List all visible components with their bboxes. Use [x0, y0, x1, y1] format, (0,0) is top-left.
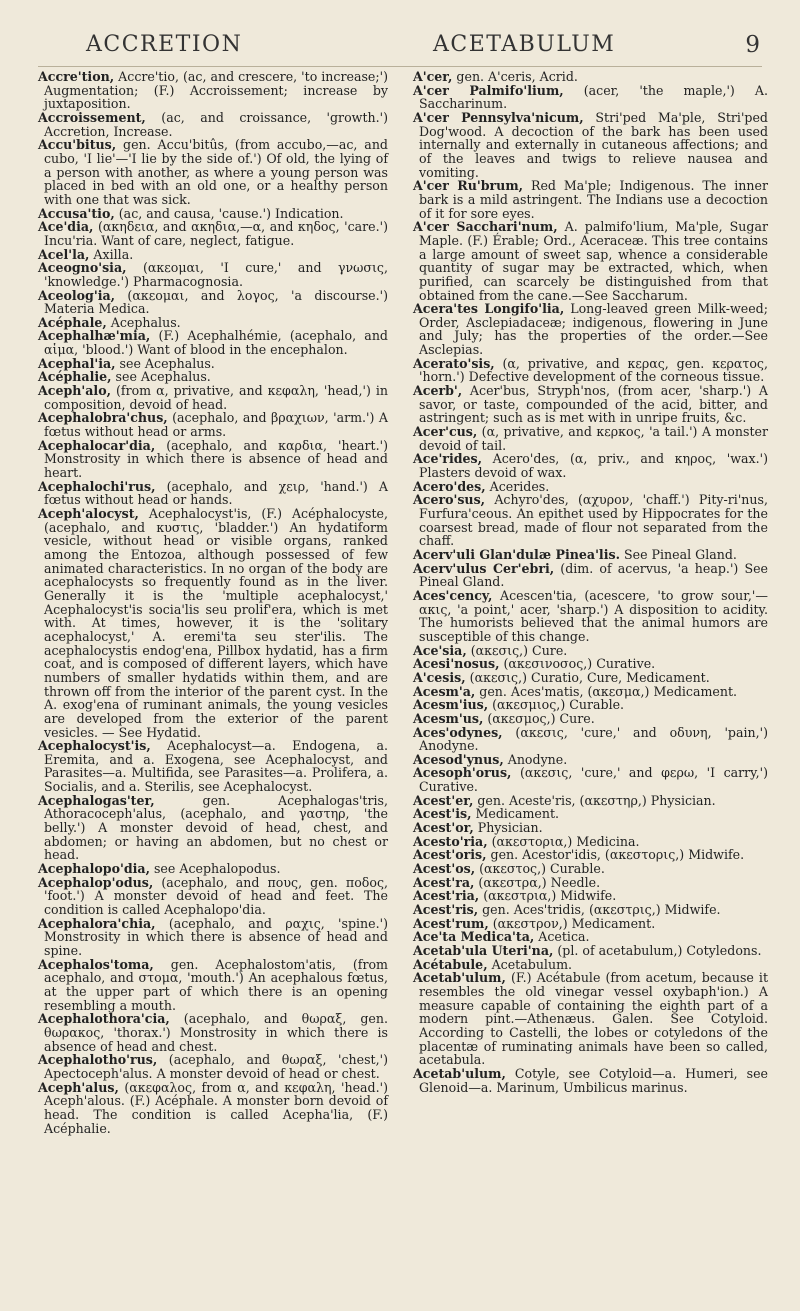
dictionary-entry [38, 876, 388, 917]
entry-definition: gen. Aceste'ris, (ακεστηρ,) Physician. [473, 792, 716, 808]
entry-headword: Acephalhæ'mia, [38, 328, 151, 344]
entry-definition: (acephalo, and χειρ, 'hand.') A fœtus without head or hands. [44, 478, 388, 508]
entry-definition: gen. Acestor'idis, (ακεστορις,) Midwife. [486, 847, 745, 863]
entry-headword: Acesoph'orus, [413, 765, 512, 781]
entry-headword: Acesm'ius, [413, 697, 489, 713]
entry-headword: A'cer Pennsylva'nicum, [413, 109, 584, 125]
dictionary-entry [413, 766, 768, 793]
entry-headword: Acéphale, [38, 314, 107, 330]
dictionary-entry [413, 712, 768, 726]
entry-definition: (ac, and croissance, 'growth.') Accretion, Increase. [44, 109, 388, 139]
entry-headword: Acerv'ulus Cer'ebri, [413, 560, 555, 576]
page-number: 9 [745, 32, 760, 58]
entry-definition: (acephalo, and θωραξ, 'chest,') Apectoceph'alus. A monster devoid of head or chest. [44, 1052, 388, 1081]
entry-definition: (α, privative, and κερας, gen. κερατος, 'horn.') Defective development of the corneous tissue. [419, 355, 768, 385]
entry-definition: Acero'des, (α, priv., and κηρος, 'wax.') Plasters devoid of wax. [419, 451, 768, 481]
entry-definition: (pl. of acetabulum,) Cotyledons. [553, 943, 762, 958]
entry-definition: Acerides. [485, 478, 550, 494]
dictionary-entry [38, 248, 388, 262]
entry-headword: Acerato'sis, [413, 355, 495, 371]
entry-headword: Aceogno'sia, [38, 260, 127, 276]
dictionary-entry [413, 698, 768, 712]
entry-definition: (ακεσις,) Curatio, Cure, Medicament. [465, 669, 710, 685]
dictionary-entry [38, 289, 388, 316]
dictionary-entry [413, 480, 768, 494]
dictionary-entry [38, 370, 388, 384]
entry-definition: gen. Aces'matis, (ακεσμα,) Medicament. [475, 683, 738, 699]
entry-definition: (from α, privative, and κεφαλη, 'head,') in composition, devoid of head. [44, 383, 388, 412]
dictionary-entry [413, 753, 768, 767]
right-column [413, 70, 768, 1094]
entry-definition: (ακεσμιος,) Curable. [488, 697, 625, 713]
entry-definition: Physician. [473, 820, 543, 836]
dictionary-entry [413, 84, 768, 111]
entry-definition: See Pineal Gland. [619, 546, 737, 562]
dictionary-entry [38, 794, 388, 862]
entry-headword: Acest'is, [413, 806, 472, 822]
dictionary-entry [413, 357, 768, 384]
entry-headword: Ace'rides, [413, 451, 483, 467]
entry-headword: Acesm'a, [413, 683, 476, 699]
entry-headword: Acephalopo'dia, [38, 861, 150, 877]
entry-headword: Accroissement, [38, 109, 146, 125]
dictionary-entry [413, 821, 768, 835]
entry-definition: Acephalocyst'is, (F.) Acéphalocyste, (acephalo, and κυστις, 'bladder.') An hydatiform vesicle, without head or visible organs, ranked among the Entozoa, although possessed of few animated characteristics. In no organ of the body are acephalocysts so frequently found as in the liver. Generally it is the 'multiple acephalocyst,' Acephalocyst'is socia'lis seu prolif'era, which is met with. At times, however, it is the 'solitary acephalocyst,' A. eremi'ta seu ster'ilis. The acephalocystis endog'ena, Pillbox hydatid, has a firm coat, and is composed of different layers, which have numbers of smaller hydatids within them, and are thrown off from the interior of the parent cyst. In the A. exog'ena of ruminant animals, the young vesicles are developed from the exterior of the parent vesicles. — See Hydatid. [44, 506, 388, 740]
entry-headword: Acel'la, [38, 246, 90, 262]
entry-definition: A. palmifo'lium, Ma'ple, Sugar Maple. (F.) Érable; Ord., Aceraceæ. This tree contains a large amount of sweet sap, whence a considerable quantity of sugar may be extracted, which, when purified, can scarcely be distinguished from that obtained from the cane.—See Saccharum. [419, 219, 768, 303]
left-column [38, 70, 388, 1135]
entry-definition: Red Ma'ple; Indigenous. The inner bark is a mild astringent. The Indians use a decoction of it for sore eyes. [419, 178, 768, 221]
entry-definition: Achyro'des, (αχυρον, 'chaff.') Pity-ri'nus, Furfura'ceous. An epithet used by Hippocrates for the coarsest bread, made of flour not separated from the chaff. [419, 492, 768, 549]
entry-definition: Acephalus. [106, 314, 181, 330]
dictionary-entry [413, 876, 768, 890]
dictionary-entry [413, 944, 768, 958]
dictionary-entry [38, 862, 388, 876]
dictionary-entry [413, 302, 768, 357]
dictionary-entry [413, 903, 768, 917]
entry-headword: Acest'ria, [413, 888, 480, 904]
entry-headword: Accu'bitus, [38, 137, 117, 153]
entry-definition: (acephalo, and θωραξ, gen. θωρακος, 'thorax.') Monstrosity in which there is absence of head and chest. [44, 1011, 388, 1054]
entry-definition: (ακεστος,) Curable. [475, 861, 605, 877]
entry-headword: A'cer Palmifo'lium, [413, 82, 564, 98]
entry-definition: Stri'ped Ma'ple, Stri'ped Dog'wood. A decoction of the bark has been used internally and externally in cutaneous affections; and of the leaves and twigs to relieve nausea and vomiting. [419, 109, 768, 180]
entry-headword: Acer'cus, [413, 424, 478, 440]
dictionary-entry [413, 111, 768, 179]
entry-definition: (dim. of acervus, 'a heap.') See Pineal Gland. [419, 560, 769, 590]
entry-headword: Ace'ta Medica'ta, [413, 929, 535, 945]
dictionary-entry [38, 138, 388, 206]
entry-headword: Acero'sus, [413, 492, 486, 508]
entry-definition: (ακεομαι, 'I cure,' and γνωσις, 'knowledge.') Pharmacognosia. [44, 260, 388, 289]
dictionary-entry [413, 862, 768, 876]
entry-headword: Acephalotho'rus, [38, 1052, 158, 1068]
dictionary-entry [413, 657, 768, 671]
entry-definition: Medicament. [471, 806, 560, 822]
dictionary-entry [413, 889, 768, 903]
entry-definition: see Acephalopodus. [149, 861, 281, 877]
entry-headword: Acephalocyst'is, [38, 738, 151, 754]
entry-definition: (ακεστορια,) Medicina. [487, 833, 640, 849]
entry-headword: Acetab'ulum, [413, 970, 506, 986]
entry-headword: Acest'oris, [413, 847, 487, 863]
dictionary-entry [38, 207, 388, 221]
dictionary-entry [38, 1053, 388, 1080]
dictionary-entry [413, 917, 768, 931]
entry-definition: (ακεσμος,) Cure. [483, 710, 595, 726]
entry-headword: Aceph'alo, [38, 383, 111, 399]
dictionary-entry [38, 958, 388, 1013]
entry-definition: (α, privative, and κερκος, 'a tail.') A monster devoid of tail. [419, 424, 768, 453]
entry-headword: Acesto'ria, [413, 833, 488, 849]
dictionary-entry [38, 357, 388, 371]
entry-definition: Acer'bus, Stryph'nos, (from acer, 'sharp.') A savor, or taste, compounded of the acid, bitter, and astringent; such as is met with in unripe fruits, &c. [419, 383, 768, 426]
dictionary-entry [413, 971, 768, 1067]
entry-definition: (ακεστρια,) Midwife. [479, 888, 617, 904]
dictionary-entry [413, 452, 768, 479]
dictionary-entry [38, 220, 388, 247]
entry-headword: Acerb', [413, 383, 463, 399]
entry-headword: Ace'dia, [38, 219, 94, 235]
dictionary-entry [413, 220, 768, 302]
dictionary-entry [413, 644, 768, 658]
dictionary-entry [413, 930, 768, 944]
entry-headword: Acetab'ulum, [413, 1065, 506, 1081]
entry-headword: Acetab'ula Uteri'na, [413, 943, 554, 958]
entry-definition: (ακηδεια, and ακηδια,—α, and κηδος, 'care.') Incu'ria. Want of care, neglect, fatigue. [44, 219, 388, 248]
entry-definition: Acescen'tia, (acescere, 'to grow sour,'—ακις, 'a point,' acer, 'sharp.') A disposition to acidity. The humorists believed that the animal humors are susceptible of this change. [419, 587, 768, 644]
dictionary-entry [413, 848, 768, 862]
entry-headword: Acephalogas'ter, [38, 792, 155, 808]
entry-headword: Acétabule, [413, 956, 488, 972]
entry-headword: A'cer, [413, 69, 453, 84]
entry-definition: (ακεστρα,) Needle. [474, 874, 601, 890]
dictionary-entry [38, 111, 388, 138]
entry-headword: Accusa'tio, [38, 205, 115, 221]
entry-headword: Ace'sia, [413, 642, 467, 658]
entry-definition: Axilla. [89, 246, 134, 262]
entry-definition: gen. Accu'bitûs, (from accubo,—ac, and cubo, 'I lie'—'I lie by the side of.') Of old, the lying of a person with another, as where a young person was placed in bed with an old one, or a healthy person with one that was sick. [44, 137, 388, 207]
dictionary-entry [38, 507, 388, 739]
entry-definition: see Acephalus. [115, 355, 215, 371]
dictionary-entry [413, 493, 768, 548]
entry-headword: Acéphalie, [38, 369, 112, 385]
entry-definition: (F.) Acétabule (from acetum, because it resembles the old vinegar vessel oxybaph'ion.) A measure capable of containing the eighth part of a modern pint.—Athenæus. Galen. See Cotyloid. According to Castelli, the lobes or cotyledons of the placentæ of ruminating animals have been so called, acetabula. [419, 970, 768, 1068]
dictionary-entry [413, 807, 768, 821]
dictionary-entry [413, 562, 768, 589]
entry-headword: Acest'ra, [413, 874, 475, 890]
dictionary-entry [38, 917, 388, 958]
dictionary-entry [413, 958, 768, 972]
entry-definition: see Acephalus. [111, 369, 211, 385]
dictionary-entry [38, 316, 388, 330]
entry-definition: (ακεσις, 'cure,' and φερω, 'I carry,') Curative. [419, 765, 768, 795]
entry-definition: (acer, 'the maple,') A. Saccharinum. [419, 82, 768, 112]
entry-headword: Acephalobra'chus, [38, 410, 168, 426]
dictionary-entry [38, 739, 388, 794]
dictionary-entry [413, 70, 768, 84]
entry-headword: Aceph'alus, [38, 1079, 119, 1095]
entry-definition: gen. Aces'tridis, (ακεστρις,) Midwife. [478, 902, 721, 918]
entry-headword: Aces'odynes, [413, 724, 503, 740]
entry-headword: Acesm'us, [413, 710, 484, 726]
entry-definition: (ακεφαλος, from α, and κεφαλη, 'head.') Aceph'alous. (F.) Acéphale. A monster born devoid of head. The condition is called Acepha'lia, (F.) Acéphalie. [44, 1079, 388, 1136]
entry-headword: Acephalos'toma, [38, 956, 154, 972]
entry-definition: Acephalocyst—a. Endogena, a. Eremita, and a. Exogena, see Acephalocyst, and Parasites—a. Multifida, see Parasites—a. Prolifera, a. Socialis, and a. Sterilis, see Acephalocyst. [44, 738, 388, 795]
entry-definition: (acephalo, and βραχιων, 'arm.') A fœtus without head or arms. [44, 410, 388, 440]
entry-definition: Anodyne. [503, 751, 568, 767]
entry-definition: (acephalo, and πους, gen. ποδος, 'foot.') A monster devoid of head and feet. The condition is called Acephalopo'dia. [44, 874, 388, 918]
entry-headword: Acero'des, [413, 478, 486, 494]
dictionary-entry [38, 1081, 388, 1136]
entry-headword: Acest'or, [413, 820, 474, 836]
entry-definition: gen. Acephalogas'tris, Athoracoceph'alus, (acephalo, and γαστηρ, 'the belly.') A monster devoid of head, chest, and abdomen; or having an abdomen, but no chest or head. [44, 792, 388, 863]
dictionary-entry [38, 329, 388, 356]
entry-headword: Acesod'ynus, [413, 751, 504, 767]
dictionary-entry [38, 70, 388, 111]
entry-definition: (ακεσις, 'cure,' and οδυνη, 'pain,') Anodyne. [419, 724, 768, 754]
dictionary-entry [413, 835, 768, 849]
entry-definition: (F.) Acephalhémie, (acephalo, and αἱμα, 'blood.') Want of blood in the encephalon. [44, 328, 388, 358]
entry-definition: (acephalo, and ραχις, 'spine.') Monstrosity in which there is absence of head and spine. [44, 915, 388, 958]
entry-definition: (acephalo, and καρδια, 'heart.') Monstrosity in which there is absence of head and heart. [44, 437, 388, 481]
dictionary-entry [413, 726, 768, 753]
entry-headword: Acesi'nosus, [413, 656, 500, 672]
dictionary-entry [413, 179, 768, 220]
entry-definition: gen. Acephalostom'atis, (from acephalo, and στομα, 'mouth.') An acephalous fœtus, at the upper part of which there is an opening resembling a mouth. [44, 956, 388, 1013]
entry-headword: Acera'tes Longifo'lia, [413, 301, 565, 317]
entry-headword: Acest'ris, [413, 902, 479, 918]
entry-headword: Acephalothora'cia, [38, 1011, 170, 1027]
entry-headword: A'cer Sacchari'num, [413, 219, 558, 235]
entry-headword: Acephalocar'dia, [38, 437, 156, 453]
entry-definition: (ακεσις,) Cure. [466, 642, 568, 658]
dictionary-entry [38, 261, 388, 288]
entry-headword: A'cesis, [413, 669, 466, 685]
entry-headword: A'cer Ru'brum, [413, 178, 524, 194]
entry-headword: Acephalora'chia, [38, 915, 156, 931]
dictionary-entry [38, 1012, 388, 1053]
entry-definition: Acetabulum. [487, 956, 573, 972]
entry-headword: Accre'tion, [38, 69, 115, 84]
dictionary-entry [413, 671, 768, 685]
entry-definition: gen. A'ceris, Acrid. [452, 69, 578, 84]
entry-definition: (ακεομαι, and λογος, 'a discourse.') Materia Medica. [44, 287, 388, 317]
entry-headword: Aces'cency, [413, 587, 493, 603]
entry-headword: Acephal'ia, [38, 355, 116, 371]
left-guide-word: ACCRETION [86, 32, 243, 57]
entry-headword: Aceph'alocyst, [38, 506, 139, 521]
entry-headword: Acephalop'odus, [38, 874, 154, 890]
entry-headword: Aceolog'ia, [38, 287, 116, 303]
entry-headword: Acest'os, [413, 861, 476, 877]
dictionary-entry [413, 548, 768, 562]
entry-definition: Accre'tio, (ac, and crescere, 'to increase;') Augmentation; (F.) Accroissement; increase by juxtaposition. [44, 69, 388, 112]
dictionary-entry [413, 794, 768, 808]
dictionary-entry [413, 425, 768, 452]
entry-headword: Acephalochi'rus, [38, 478, 156, 494]
dictionary-entry [38, 439, 388, 480]
entry-definition: Acetica. [534, 929, 590, 945]
dictionary-entry [38, 384, 388, 411]
dictionary-entry [413, 685, 768, 699]
entry-headword: Acest'er, [413, 792, 474, 808]
entry-headword: Acest'rum, [413, 915, 489, 931]
dictionary-entry [413, 384, 768, 425]
entry-headword: Acerv'uli Glan'dulæ Pinea'lis. [413, 546, 620, 562]
dictionary-entry [38, 411, 388, 438]
dictionary-entry [413, 1067, 768, 1094]
dictionary-entry [413, 589, 768, 644]
right-guide-word: ACETABULUM [433, 32, 616, 57]
running-header [38, 22, 762, 67]
dictionary-entry [38, 480, 388, 507]
entry-definition: Cotyle, see Cotyloid—a. Humeri, see Glenoid—a. Marinum, Umbilicus marinus. [419, 1065, 768, 1095]
entry-definition: Long-leaved green Milk-weed; Order, Asclepiadaceæ; indigenous, flowering in June and July; has the properties of the order.—See Asclepias. [419, 301, 768, 358]
entry-definition: (ακεστρον,) Medicament. [488, 915, 656, 931]
entry-definition: (ακεσινοσος,) Curative. [499, 656, 656, 672]
entry-definition: (ac, and causa, 'cause.') Indication. [114, 205, 344, 221]
